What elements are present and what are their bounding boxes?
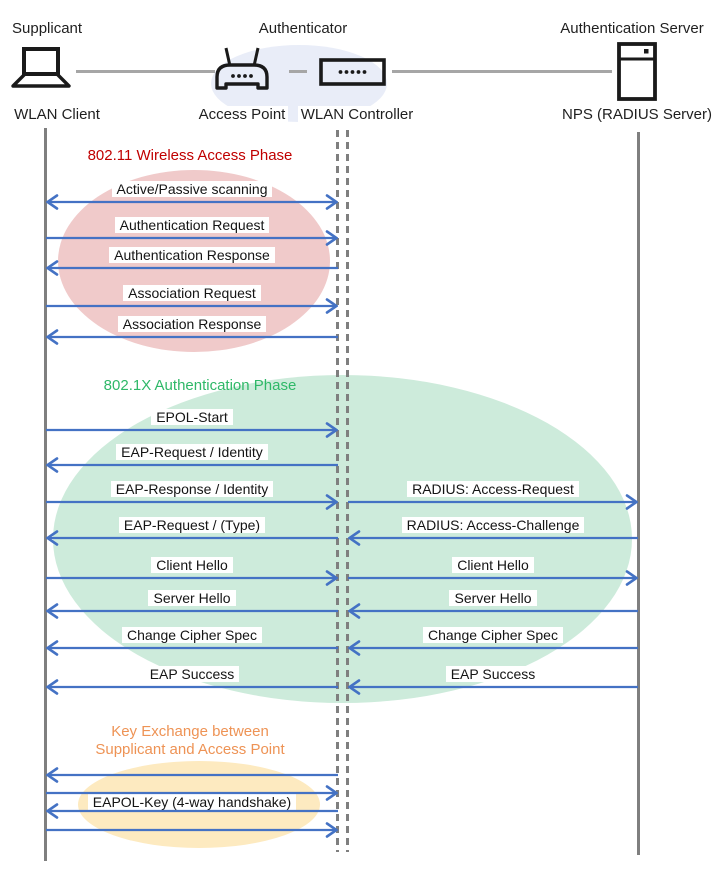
message-label-eap-request-type: EAP-Request / (Type) — [46, 517, 338, 534]
message-label-radius-access-challenge: RADIUS: Access-Challenge — [348, 517, 638, 534]
arrow-eap-request-identity — [46, 456, 338, 474]
message-label-server-hello-left: Server Hello — [46, 590, 338, 607]
message-label-change-cipher-spec-left: Change Cipher Spec — [46, 627, 338, 644]
role-label-authentication-server: Authentication Server — [560, 20, 704, 37]
node-label-wlan-client: WLAN Client — [5, 106, 109, 123]
server-icon — [616, 42, 658, 102]
message-label-client-hello-right: Client Hello — [348, 557, 638, 574]
message-label-server-hello-right: Server Hello — [348, 590, 638, 607]
backbone-line-controller-server — [392, 70, 612, 73]
arrow-association-response — [46, 328, 338, 346]
arrow-change-cipher-spec-right — [348, 639, 638, 657]
role-label-authenticator: Authenticator — [258, 20, 348, 37]
phase-title-key-exchange: Key Exchange between Supplicant and Access Point — [95, 723, 285, 758]
arrow-client-hello-left — [46, 569, 338, 587]
node-label-nps-radius-server: NPS (RADIUS Server) — [557, 106, 713, 123]
message-label-association-response: Association Response — [46, 316, 338, 333]
arrow-active-passive-scanning — [46, 193, 338, 211]
message-label-epol-start: EPOL-Start — [46, 409, 338, 426]
message-label-authentication-response: Authentication Response — [46, 247, 338, 264]
message-label-radius-access-request: RADIUS: Access-Request — [348, 481, 638, 498]
phase-title-80211-wireless-access: 802.11 Wireless Access Phase — [87, 147, 293, 164]
arrow-server-hello-left — [46, 602, 338, 620]
arrow-client-hello-right — [348, 569, 638, 587]
arrow-eapol-key-msg2 — [46, 784, 338, 802]
message-label-authentication-request: Authentication Request — [46, 217, 338, 234]
backbone-line-ap-controller — [289, 70, 307, 73]
node-label-access-point: Access Point — [182, 106, 302, 123]
arrow-eap-success-left — [46, 678, 338, 696]
controller-icon — [319, 58, 386, 86]
message-label-client-hello-left: Client Hello — [46, 557, 338, 574]
message-label-eap-success-right: EAP Success — [348, 666, 638, 683]
message-label-eapol-key-msg3: EAPOL-Key (4-way handshake) — [46, 794, 338, 811]
arrow-eapol-key-msg4 — [46, 821, 338, 839]
arrow-eap-response-identity — [46, 493, 338, 511]
arrow-association-request — [46, 297, 338, 315]
message-label-eap-request-identity: EAP-Request / Identity — [46, 444, 338, 461]
message-label-eap-success-left: EAP Success — [46, 666, 338, 683]
arrow-eapol-key-msg1 — [46, 766, 338, 784]
arrow-eap-request-type — [46, 529, 338, 547]
message-label-eap-response-identity: EAP-Response / Identity — [46, 481, 338, 498]
access-point-icon — [213, 46, 271, 98]
message-label-association-request: Association Request — [46, 285, 338, 302]
phase-title-8021x-authentication: 802.1X Authentication Phase — [103, 377, 297, 394]
arrow-epol-start — [46, 421, 338, 439]
message-label-change-cipher-spec-right: Change Cipher Spec — [348, 627, 638, 644]
arrow-eap-success-right — [348, 678, 638, 696]
laptop-icon — [11, 46, 73, 92]
arrow-change-cipher-spec-left — [46, 639, 338, 657]
role-label-supplicant: Supplicant — [12, 20, 83, 37]
arrow-server-hello-right — [348, 602, 638, 620]
arrow-authentication-request — [46, 229, 338, 247]
backbone-line-client-ap — [76, 70, 215, 73]
arrow-eapol-key-msg3 — [46, 802, 338, 820]
node-label-wlan-controller: WLAN Controller — [287, 106, 427, 123]
arrow-radius-access-request — [348, 493, 638, 511]
arrow-radius-access-challenge — [348, 529, 638, 547]
message-label-active-passive-scanning: Active/Passive scanning — [46, 181, 338, 198]
arrow-authentication-response — [46, 259, 338, 277]
